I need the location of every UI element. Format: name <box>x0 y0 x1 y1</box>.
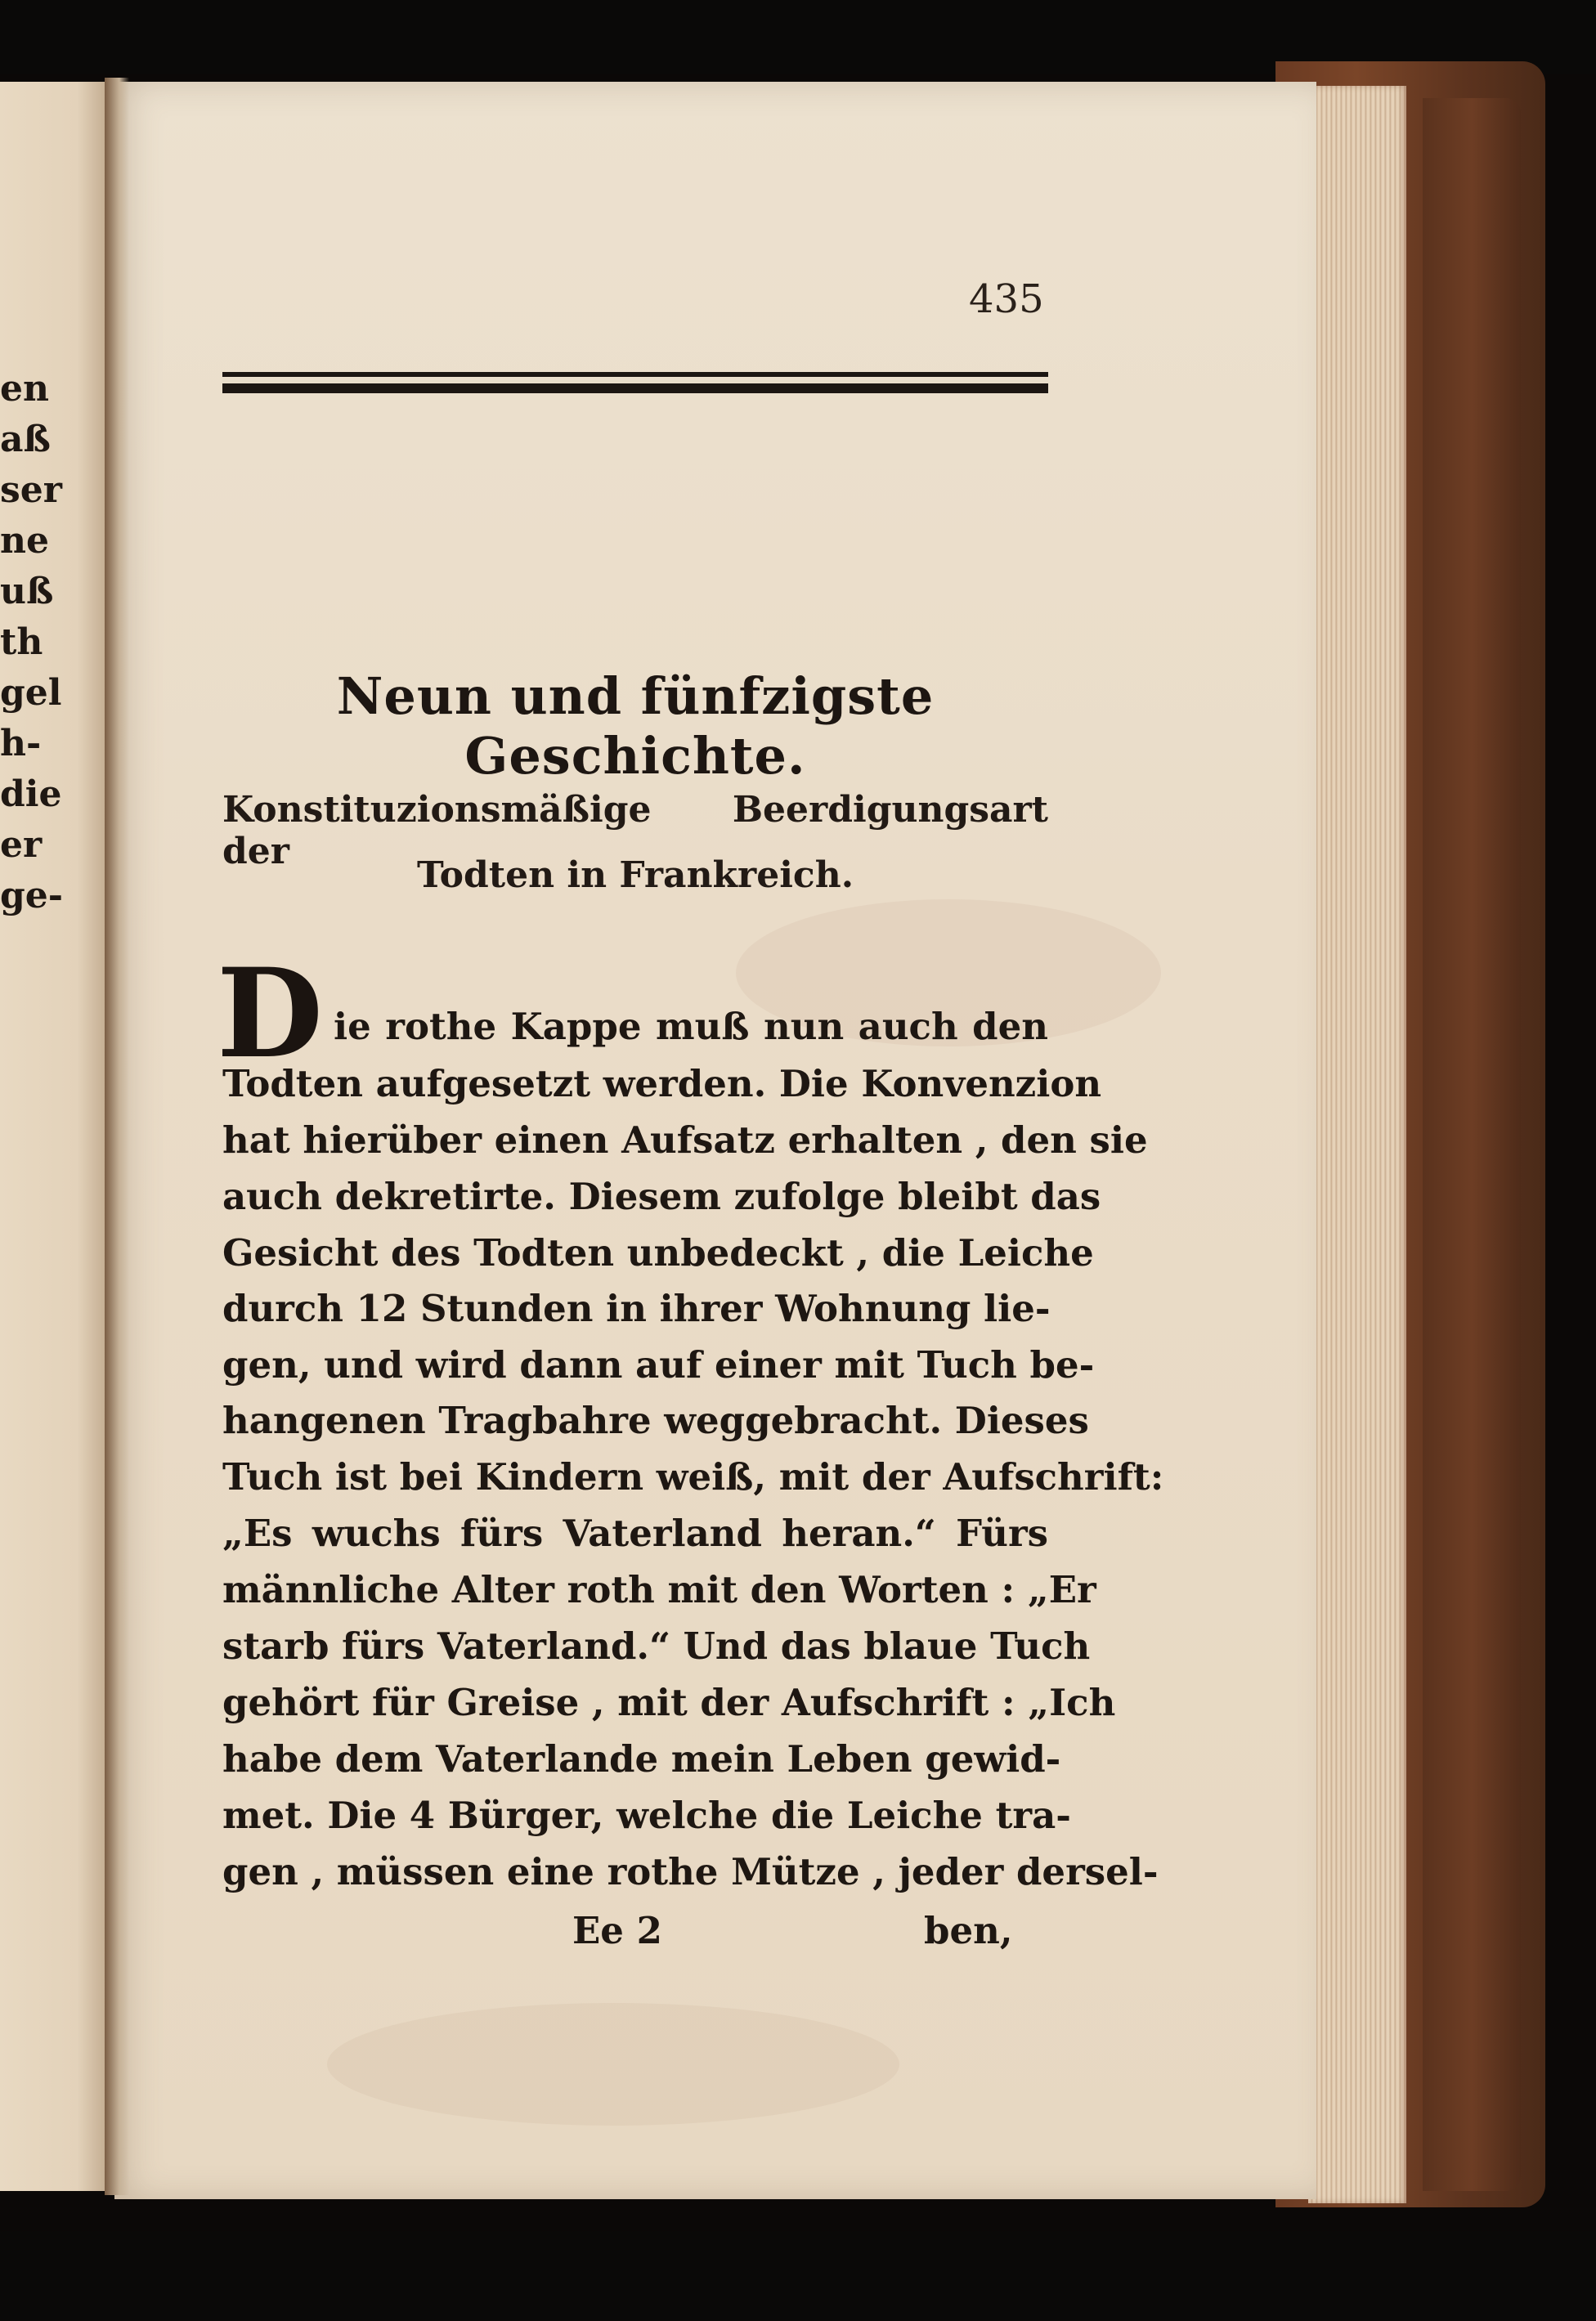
paper-stain <box>327 2003 899 2126</box>
left-page-fragment: die <box>0 773 62 815</box>
gutter-shadow <box>105 78 129 2195</box>
left-facing-page <box>0 82 115 2191</box>
drop-cap-initial: D <box>217 942 324 1086</box>
left-page-fragment: h- <box>0 723 42 764</box>
left-page-fragment: er <box>0 824 43 866</box>
body-line: auch dekretirte. Diesem zufolge bleibt das <box>222 1175 1101 1218</box>
body-line: männliche Alter roth mit den Worten : „Er <box>222 1568 1096 1611</box>
left-page-fragment: aß <box>0 419 51 460</box>
header-rule <box>222 372 1048 393</box>
book-spine <box>1423 98 1521 2191</box>
left-page-fragment: ge- <box>0 875 64 916</box>
page-number: 435 <box>969 276 1044 322</box>
body-line: met. Die 4 Bürger, welche die Leiche tra- <box>222 1794 1071 1837</box>
body-line: gehört für Greise , mit der Aufschrift : „Ich <box>222 1681 1116 1724</box>
left-page-fragment: en <box>0 368 49 410</box>
chapter-subtitle-line-2: Todten in Frankreich. <box>416 854 854 896</box>
chapter-title: Neun und fünfzigste Geschichte. <box>336 666 935 786</box>
left-page-fragment: ser <box>0 469 62 511</box>
left-page-fragment: th <box>0 621 43 663</box>
body-line: durch 12 Stunden in ihrer Wohnung lie- <box>222 1287 1051 1330</box>
body-line: starb fürs Vaterland.“ Und das blaue Tuch <box>222 1624 1091 1668</box>
backdrop-bottom <box>0 2231 1596 2321</box>
body-line: gen , müssen eine rothe Mütze , jeder dersel- <box>222 1850 1159 1893</box>
body-line: Tuch ist bei Kindern weiß, mit der Aufschrift: <box>222 1455 1164 1499</box>
signature-mark: Ee 2 <box>572 1909 662 1952</box>
body-line: habe dem Vaterlande mein Leben gewid- <box>222 1737 1061 1781</box>
body-line: hat hierüber einen Aufsatz erhalten , den sie <box>222 1118 1148 1162</box>
chapter-subtitle-line-1: Konstituzionsmäßige Beerdigungsart der <box>222 789 1048 872</box>
left-page-fragment: ne <box>0 520 49 562</box>
body-line: „Es wuchs fürs Vaterland heran.“ Fürs <box>222 1512 1048 1555</box>
body-line: hangenen Tragbahre weggebracht. Dieses <box>222 1399 1089 1442</box>
body-line: ie rothe Kappe muß nun auch den <box>334 1005 1048 1048</box>
body-line: Gesicht des Todten unbedeckt , die Leiche <box>222 1231 1094 1275</box>
body-line: gen, und wird dann auf einer mit Tuch be- <box>222 1343 1095 1387</box>
left-page-fragment: uß <box>0 571 54 612</box>
left-page-fragment: gel <box>0 672 62 714</box>
page-edges <box>1308 86 1406 2203</box>
catchword: ben, <box>924 1909 1013 1952</box>
body-line: Todten aufgesetzt werden. Die Konvenzion <box>222 1062 1102 1105</box>
